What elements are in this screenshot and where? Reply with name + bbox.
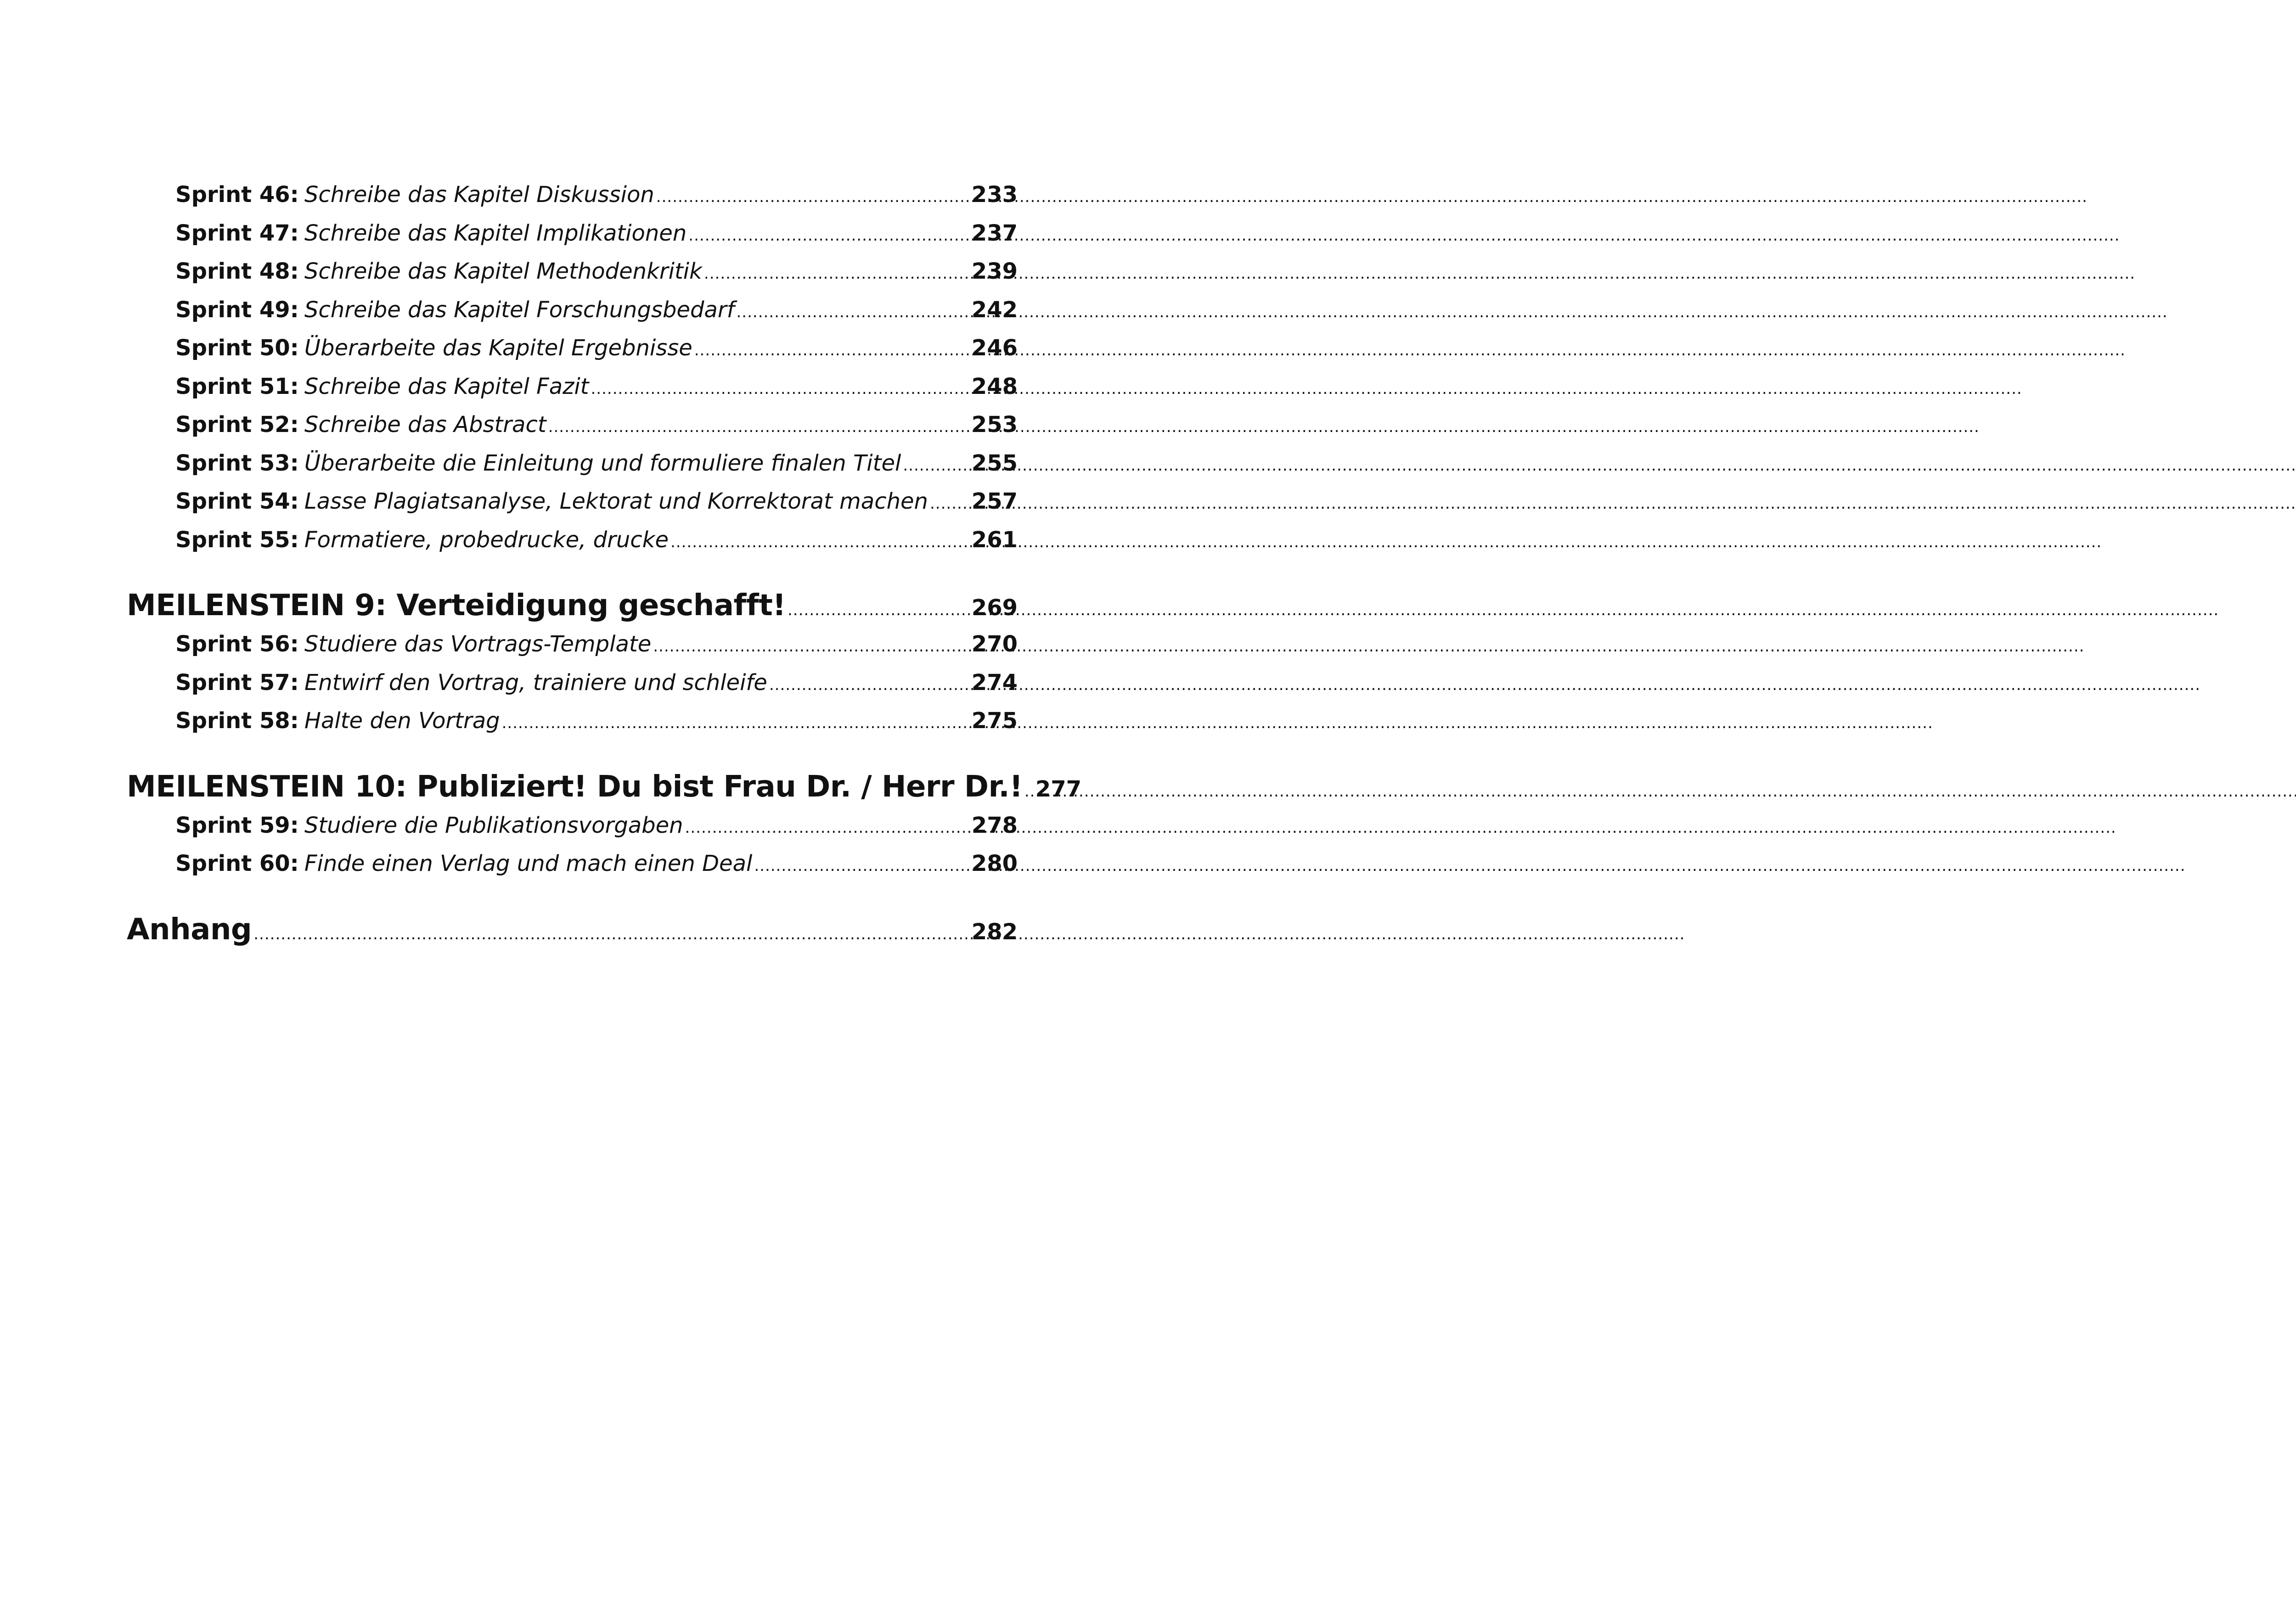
dot-leader <box>788 590 970 630</box>
toc-entry-sprint-59[interactable] <box>127 807 1018 845</box>
entry-title: Schreibe das Kapitel Diskussion <box>304 182 654 208</box>
dot-leader <box>769 666 970 705</box>
dot-leader <box>930 485 970 523</box>
entry-title: Überarbeite die Einleitung und formuliere finalen Titel <box>304 450 901 476</box>
dot-leader <box>903 447 969 485</box>
toc-entry-sprint-51[interactable] <box>127 368 1018 406</box>
toc-appendix[interactable] <box>127 910 1018 949</box>
toc-entry-sprint-56[interactable] <box>127 625 1018 664</box>
entry-label: Sprint 47: <box>175 220 299 246</box>
entry-page-number: 253 <box>971 412 1018 438</box>
toc-entry-sprint-54[interactable] <box>127 482 1018 521</box>
dot-leader <box>704 255 970 293</box>
toc-section <box>127 176 1018 559</box>
entry-page-number: 280 <box>971 851 1018 876</box>
milestone-page-number: 277 <box>1035 776 1082 802</box>
entry-label: Sprint 49: <box>175 297 299 323</box>
dot-leader <box>653 628 970 666</box>
entry-title: Studiere die Publikationsvorgaben <box>304 812 683 838</box>
toc-section <box>127 910 1018 949</box>
dot-leader <box>591 370 969 409</box>
entry-title: Schreibe das Kapitel Forschungsbedarf <box>304 297 735 323</box>
dot-leader <box>694 331 970 370</box>
appendix-page-number: 282 <box>971 919 1018 945</box>
entry-title: Überarbeite das Kapitel Ergebnisse <box>304 335 692 361</box>
appendix-title: Anhang <box>127 912 252 947</box>
toc-entry-sprint-47[interactable] <box>127 214 1018 253</box>
entry-title: Lasse Plagiatsanalyse, Lektorat und Korrektorat machen <box>304 488 928 514</box>
entry-page-number: 257 <box>971 488 1018 514</box>
dot-leader <box>688 217 970 255</box>
entry-label: Sprint 52: <box>175 412 299 438</box>
dot-leader <box>685 809 970 847</box>
entry-label: Sprint 48: <box>175 258 299 284</box>
entry-page-number: 261 <box>971 527 1018 553</box>
toc-entry-sprint-46[interactable] <box>127 176 1018 214</box>
entry-title: Schreibe das Kapitel Methodenkritik <box>304 258 702 284</box>
toc-milestone-9[interactable] <box>127 586 1018 625</box>
toc-entry-sprint-58[interactable] <box>127 702 1018 740</box>
toc-entry-sprint-49[interactable] <box>127 291 1018 330</box>
entry-title: Studiere das Vortrags-Template <box>304 631 652 657</box>
toc-entry-sprint-50[interactable] <box>127 329 1018 368</box>
dot-leader <box>754 847 969 886</box>
entry-page-number: 237 <box>971 220 1018 246</box>
entry-label: Sprint 58: <box>175 708 299 734</box>
entry-page-number: 274 <box>971 669 1018 696</box>
dot-leader <box>656 178 970 217</box>
milestone-page-number: 269 <box>971 595 1018 621</box>
entry-label: Sprint 55: <box>175 527 299 553</box>
toc-entry-sprint-52[interactable] <box>127 406 1018 444</box>
toc-entry-sprint-53[interactable] <box>127 444 1018 483</box>
entry-title: Halte den Vortrag <box>304 708 500 734</box>
toc-section <box>127 767 1082 883</box>
entry-page-number: 248 <box>971 373 1018 399</box>
entry-title: Schreibe das Kapitel Fazit <box>304 373 589 399</box>
dot-leader <box>1024 772 1034 811</box>
entry-title: Schreibe das Abstract <box>304 412 546 438</box>
toc-entry-sprint-60[interactable] <box>127 845 1018 883</box>
entry-label: Sprint 46: <box>175 182 299 208</box>
entry-label: Sprint 57: <box>175 669 299 696</box>
milestone-title: MEILENSTEIN 10: Publiziert! Du bist Frau Dr. / Herr Dr.! <box>127 769 1023 804</box>
toc-entry-sprint-55[interactable] <box>127 521 1018 560</box>
toc-entry-sprint-57[interactable] <box>127 664 1018 702</box>
entry-label: Sprint 54: <box>175 488 299 514</box>
entry-title: Schreibe das Kapitel Implikationen <box>304 220 687 246</box>
milestone-title: MEILENSTEIN 9: Verteidigung geschafft! <box>127 589 786 623</box>
entry-title: Entwirf den Vortrag, trainiere und schleife <box>304 669 767 696</box>
entry-page-number: 239 <box>971 258 1018 284</box>
entry-page-number: 242 <box>971 297 1018 323</box>
entry-label: Sprint 50: <box>175 335 299 361</box>
entry-page-number: 278 <box>971 812 1018 838</box>
entry-label: Sprint 51: <box>175 373 299 399</box>
entry-page-number: 255 <box>971 450 1018 476</box>
entry-label: Sprint 56: <box>175 631 299 657</box>
entry-label: Sprint 60: <box>175 851 299 876</box>
document-page <box>0 0 1139 1610</box>
entry-page-number: 270 <box>971 631 1018 657</box>
table-of-contents <box>127 176 1082 949</box>
entry-page-number: 246 <box>971 335 1018 361</box>
dot-leader <box>253 914 970 954</box>
dot-leader <box>670 523 970 562</box>
toc-milestone-10[interactable] <box>127 767 1082 807</box>
dot-leader <box>548 408 970 447</box>
entry-title: Finde einen Verlag und mach einen Deal <box>304 851 753 876</box>
entry-label: Sprint 53: <box>175 450 299 476</box>
entry-page-number: 275 <box>971 708 1018 734</box>
dot-leader <box>502 704 970 743</box>
entry-label: Sprint 59: <box>175 812 299 838</box>
toc-section <box>127 586 1018 740</box>
entry-page-number: 233 <box>971 182 1018 208</box>
toc-entry-sprint-48[interactable] <box>127 252 1018 291</box>
dot-leader <box>736 293 969 332</box>
entry-title: Formatiere, probedrucke, drucke <box>304 527 669 553</box>
